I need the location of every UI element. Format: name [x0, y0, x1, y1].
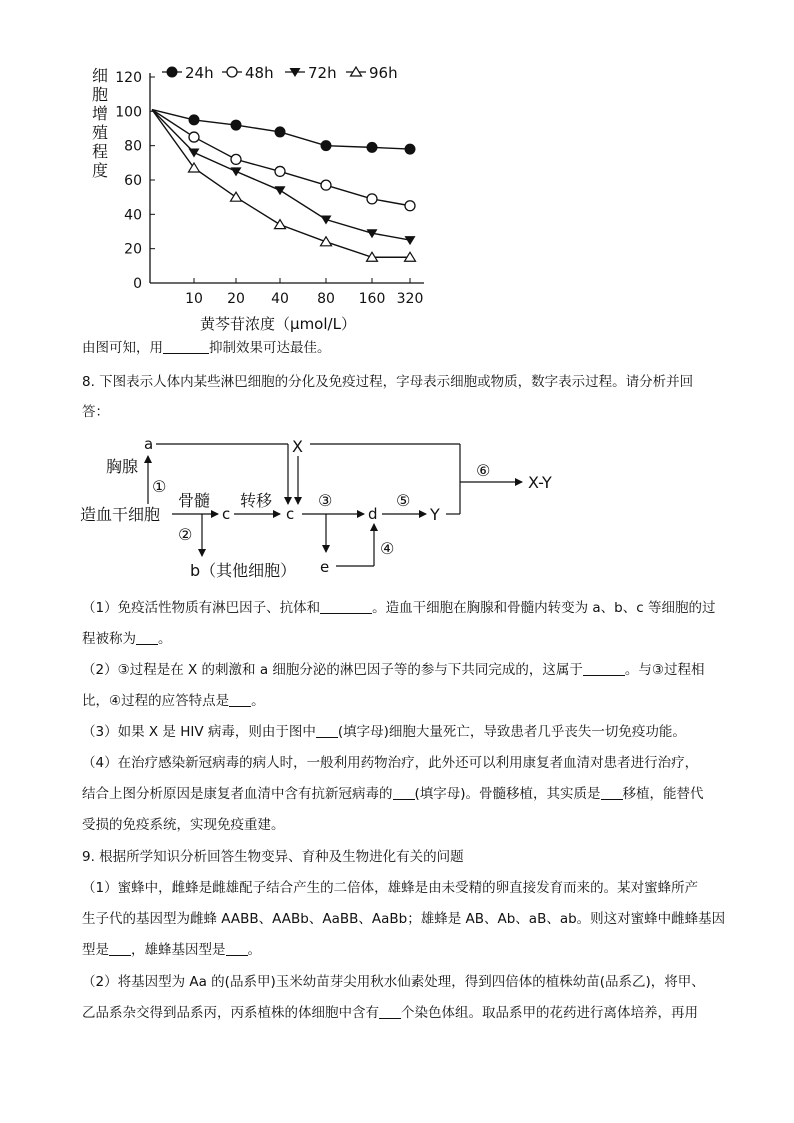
lymphocyte-differentiation-diagram: [78, 432, 598, 592]
point-96h-40: [275, 220, 286, 229]
q8-part4-line1: [82, 754, 698, 772]
point-48h-160: [367, 194, 377, 204]
q8-title: [82, 373, 693, 391]
answer-blank: [229, 692, 251, 707]
point-48h-10: [189, 132, 199, 142]
q8-1-text-a: （1）免疫活性物质有淋巴因子、抗体和: [82, 600, 321, 616]
point-24h-80: [321, 141, 331, 151]
x-tick-label: 160: [358, 291, 386, 307]
y-axis-label-char: 程: [92, 142, 109, 161]
process-5: ⑤: [396, 491, 411, 510]
y-axis-label-char: 增: [92, 104, 109, 123]
point-48h-20: [231, 154, 241, 164]
x-tick-label: 80: [317, 291, 335, 307]
q9-2-text-c: 个染色体组。取品系甲的花药进行离体培养，再用: [401, 1005, 698, 1021]
point-48h-80: [321, 180, 331, 190]
node-Y: Y: [430, 505, 440, 524]
marrow-label: 骨髓: [178, 491, 211, 510]
legend-marker-24h: [167, 67, 177, 77]
process-2: ②: [178, 525, 193, 544]
point-96h-10: [189, 163, 200, 172]
x-axis-label: 黄芩苷浓度（μmol/L）: [200, 315, 356, 333]
q8-part3: [82, 723, 686, 741]
node-d: d: [368, 505, 378, 523]
q8-part2-line1: [82, 661, 705, 679]
q8-1-text-c: 程被称为: [82, 631, 136, 647]
q9-part1-line3: [82, 941, 261, 959]
y-tick-label: 100: [115, 104, 142, 121]
node-c-1: c: [222, 505, 231, 523]
q9-part2-line1: [82, 973, 705, 991]
q8-4-text-a: （4）在治疗感染新冠病毒的病人时，一般利用药物治疗，此外还可以利用康复者血清对患者进行治疗，: [82, 755, 699, 771]
answer-blank: [226, 941, 248, 956]
point-72h-20: [231, 167, 242, 176]
q8-4-text-c: (填字母)。骨髓移植，其实质是: [414, 786, 601, 802]
q8-4-text-b: 结合上图分析原因是康复者血清中含有抗新冠病毒的: [82, 786, 393, 802]
q8-part1-line1: [82, 599, 715, 617]
legend-label-24h: 24h: [185, 64, 214, 82]
q9-title: [82, 848, 464, 866]
point-96h-80: [321, 237, 332, 246]
node-e: e: [320, 558, 330, 576]
q9-1-text-e: 。: [247, 942, 261, 958]
q9-1-text-b: 生子代的基因型为雌蜂 AABB、AABb、AaBB、AaBb；雄蜂是 AB、Ab、aB、ab。则这对蜜蜂中雌蜂基因: [82, 911, 726, 927]
q9-2-text-b: 乙品系杂交得到品系丙，丙系植株的体细胞中含有: [82, 1005, 379, 1021]
chart-conclusion-suffix: 抑制效果可达最佳。: [209, 340, 331, 356]
q8-1-text-d: 。: [158, 631, 172, 647]
answer-blank: [316, 723, 338, 738]
legend-marker-48h: [227, 67, 237, 77]
legend-label-96h: 96h: [369, 64, 398, 82]
answer-blank: [109, 941, 131, 956]
answer-blank: [320, 599, 372, 614]
answer-blank: [136, 630, 158, 645]
q8-4-text-d: 移植，能替代: [622, 786, 704, 802]
q8-2-text-d: 。: [251, 693, 265, 709]
q9-part1-line1: [82, 879, 698, 897]
chart-conclusion-line: [82, 339, 331, 357]
point-72h-40: [275, 186, 286, 195]
y-axis-label-char: 细: [92, 66, 109, 85]
q9-1-text-c: 型是: [82, 942, 109, 958]
point-48h-40: [275, 166, 285, 176]
y-axis-label-char: 殖: [92, 123, 109, 142]
y-tick-label: 0: [133, 276, 142, 292]
q8-4-text-e: 受损的免疫系统，实现免疫重建。: [82, 817, 285, 833]
point-72h-320: [405, 236, 416, 245]
answer-blank: [379, 1004, 401, 1019]
node-a: a: [144, 435, 154, 453]
q8-2-text-a: （2）③过程是在 X 的刺激和 a 细胞分泌的淋巴因子等的参与下共同完成的，这属于: [82, 662, 583, 678]
node-X: X: [292, 437, 303, 456]
process-4: ④: [380, 539, 395, 558]
process-1: ①: [152, 477, 167, 496]
x-tick-label: 320: [396, 291, 424, 307]
point-48h-320: [405, 201, 415, 211]
point-24h-160: [367, 142, 377, 152]
q9-1-text-a: （1）蜜蜂中，雌蜂是雌雄配子结合产生的二倍体，雄蜂是由未受精的卵直接发育而来的。某对蜜蜂所产: [82, 880, 699, 896]
q9-title-text: 9. 根据所学知识分析回答生物变异、育种及生物进化有关的问题: [82, 849, 464, 865]
y-tick-label: 80: [124, 138, 142, 155]
q8-title-cont: [82, 403, 109, 421]
answer-blank: [583, 661, 625, 676]
q9-part1-line2: [82, 910, 725, 928]
q8-3-text-a: （3）如果 X 是 HIV 病毒，则由于图中: [82, 724, 316, 740]
x-tick-label: 20: [227, 291, 245, 307]
q9-2-text-a: （2）将基因型为 Aa 的(品系甲)玉米幼苗芽尖用秋水仙素处理，得到四倍体的植株幼苗(品系乙)，将甲、: [82, 974, 705, 990]
node-XY: X-Y: [528, 473, 552, 492]
node-b: b（其他细胞）: [190, 561, 297, 580]
q8-part4-line3: [82, 816, 285, 834]
q9-1-text-d: ，雄蜂基因型是: [131, 942, 226, 958]
point-96h-20: [231, 192, 242, 201]
point-72h-10: [189, 149, 200, 158]
process-6: ⑥: [476, 461, 491, 480]
transfer-label: 转移: [240, 491, 273, 510]
q8-part2-line2: [82, 692, 265, 710]
q9-part2-line2: [82, 1004, 698, 1022]
chart-conclusion-prefix: 由图可知，用: [82, 340, 163, 356]
y-tick-label: 120: [115, 70, 142, 86]
y-tick-label: 40: [124, 207, 142, 224]
q8-title-text-2: 答：: [82, 404, 109, 420]
point-24h-20: [231, 120, 241, 130]
legend-label-48h: 48h: [245, 64, 274, 82]
y-tick-label: 60: [124, 173, 142, 189]
q8-3-text-b: (填字母)细胞大量死亡，导致患者几乎丧失一切免疫功能。: [337, 724, 686, 740]
q8-part1-line2: [82, 630, 172, 648]
answer-blank: [163, 339, 209, 354]
q8-1-text-b: 。造血干细胞在胸腺和骨髓内转变为 a、b、c 等细胞的过: [372, 600, 716, 616]
stem-cell: 造血干细胞: [80, 505, 161, 524]
answer-blank: [393, 785, 415, 800]
point-24h-320: [405, 144, 415, 154]
x-tick-label: 10: [185, 291, 203, 307]
legend-label-72h: 72h: [308, 64, 337, 82]
node-c-2: c: [286, 505, 295, 523]
answer-blank: [601, 785, 623, 800]
x-tick-label: 40: [271, 291, 289, 307]
y-tick-label: 20: [124, 241, 142, 258]
q8-title-text: 8. 下图表示人体内某些淋巴细胞的分化及免疫过程，字母表示细胞或物质，数字表示过程。请分析并回: [82, 374, 694, 390]
point-24h-40: [275, 127, 285, 137]
q8-part4-line2: [82, 785, 704, 803]
q8-2-text-b: 。与③过程相: [624, 662, 705, 678]
thymus-label: 胸腺: [106, 457, 139, 476]
cell-proliferation-chart: [80, 55, 440, 335]
y-axis-label-char: 胞: [92, 85, 109, 104]
point-24h-10: [189, 115, 199, 125]
y-axis-label-char: 度: [92, 161, 109, 180]
q8-2-text-c: 比，④过程的应答特点是: [82, 693, 230, 709]
process-3: ③: [318, 491, 333, 510]
